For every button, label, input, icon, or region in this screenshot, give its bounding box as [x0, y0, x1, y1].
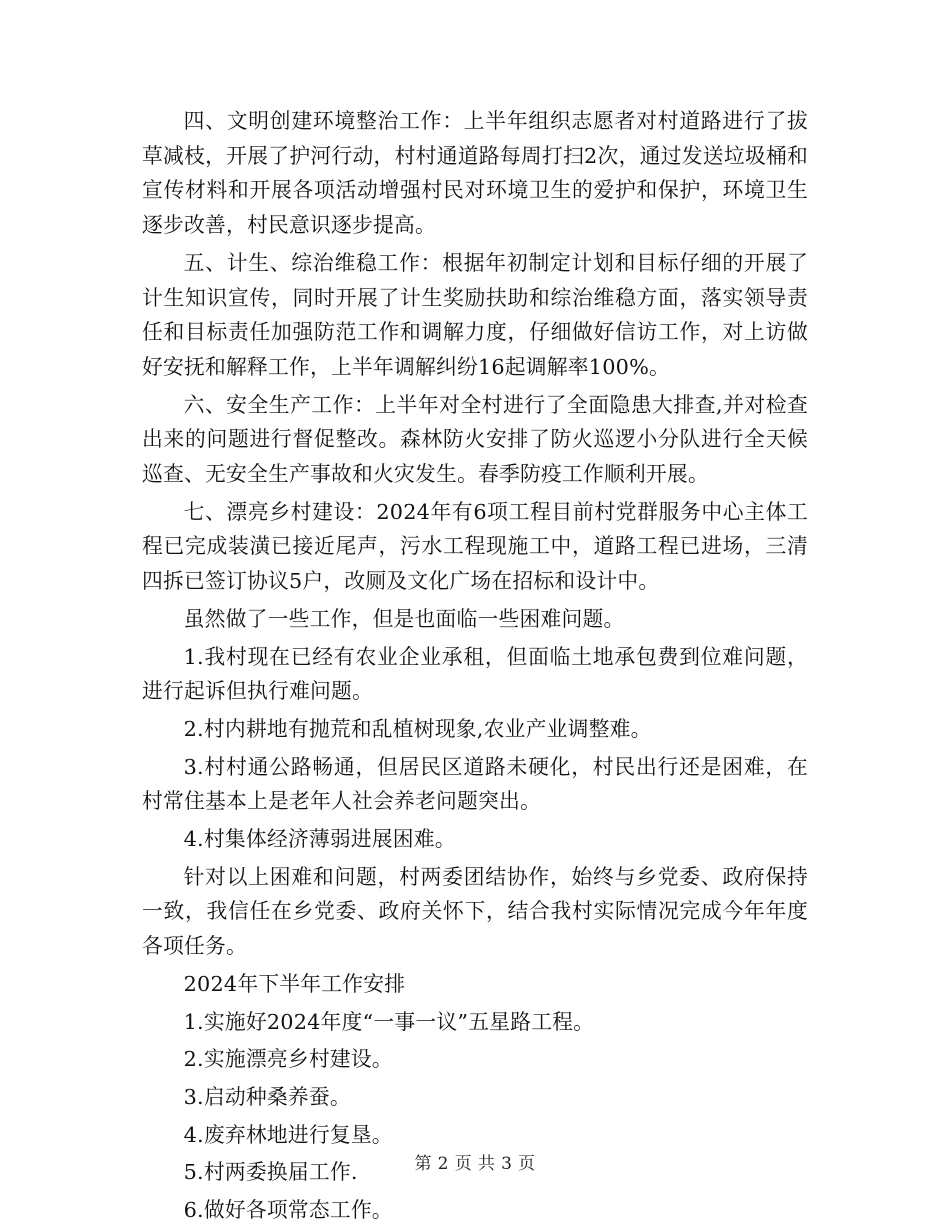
- paragraph-family-planning-stability: 五、计生、综治维稳工作：根据年初制定计划和目标仔细的开展了计生知识宣传，同时开展了计生奖励扶助和综治维稳方面，落实领导责任和目标责任加强防范工作和调解力度，仔细做好信访工作，对上访做好安抚和解释工作，上半年调解纠纷16起调解率100%。: [142, 250, 808, 379]
- paragraph-difficulty-3: 3.村村通公路畅通，但居民区道路未硬化，村民出行还是困难，在村常住基本上是老年人社会养老问题突出。: [142, 754, 808, 814]
- section-heading-second-half-plan: 2024年下半年工作安排: [183, 971, 406, 996]
- plan-item-4: 4.废弃林地进行复垦。: [183, 1122, 393, 1147]
- paragraph-difficulty-2: 2.村内耕地有抛荒和乱植树现象,农业产业调整难。: [183, 716, 652, 741]
- plan-item-3: 3.启动种桑养蚕。: [183, 1084, 351, 1109]
- paragraph-difficulty-4: 4.村集体经济薄弱进展困难。: [183, 827, 456, 852]
- paragraph-beautiful-village: 七、漂亮乡村建设：2024年有6项工程目前村党群服务中心主体工程已完成装潢已接近尾声，污水工程现施工中，道路工程已进场，三清四拆已签订协议5户，改厕及文化广场在招标和设计中。: [142, 499, 808, 594]
- plan-item-1: 1.实施好2024年度“一事一议”五星路工程。: [183, 1009, 595, 1034]
- plan-item-5: 5.村两委换届工作.: [183, 1160, 358, 1185]
- paragraph-difficulty-1: 1.我村现在已经有农业企业承租，但面临土地承包费到位难问题，进行起诉但执行难问题。: [142, 644, 808, 704]
- plan-item-6: 6.做好各项常态工作。: [183, 1198, 393, 1223]
- paragraph-response: 针对以上困难和问题，村两委团结协作，始终与乡党委、政府保持一致，我信任在乡党委、政府关怀下，结合我村实际情况完成今年年度各项任务。: [142, 864, 808, 959]
- paragraph-civilization-environment: 四、文明创建环境整治工作：上半年组织志愿者对村道路进行了拔草减枝，开展了护河行动，村村通道路每周打扫2次，通过发送垃圾桶和宣传材料和开展各项活动增强村民对环境卫生的爱护和保护，环境卫生逐步改善，村民意识逐步提高。: [142, 109, 808, 238]
- page-number-footer: 第 2 页 共 3 页: [414, 1154, 536, 1174]
- plan-item-2: 2.实施漂亮乡村建设。: [183, 1047, 393, 1072]
- document-body: [142, 104, 808, 1231]
- paragraph-difficulties-intro: 虽然做了一些工作，但是也面临一些困难问题。: [183, 606, 625, 631]
- paragraph-safety-production: 六、安全生产工作：上半年对全村进行了全面隐患大排查,并对检查出来的问题进行督促整改。森林防火安排了防火巡逻小分队进行全天候巡查、无安全生产事故和火灾发生。春季防疫工作顺利开展。: [142, 392, 808, 487]
